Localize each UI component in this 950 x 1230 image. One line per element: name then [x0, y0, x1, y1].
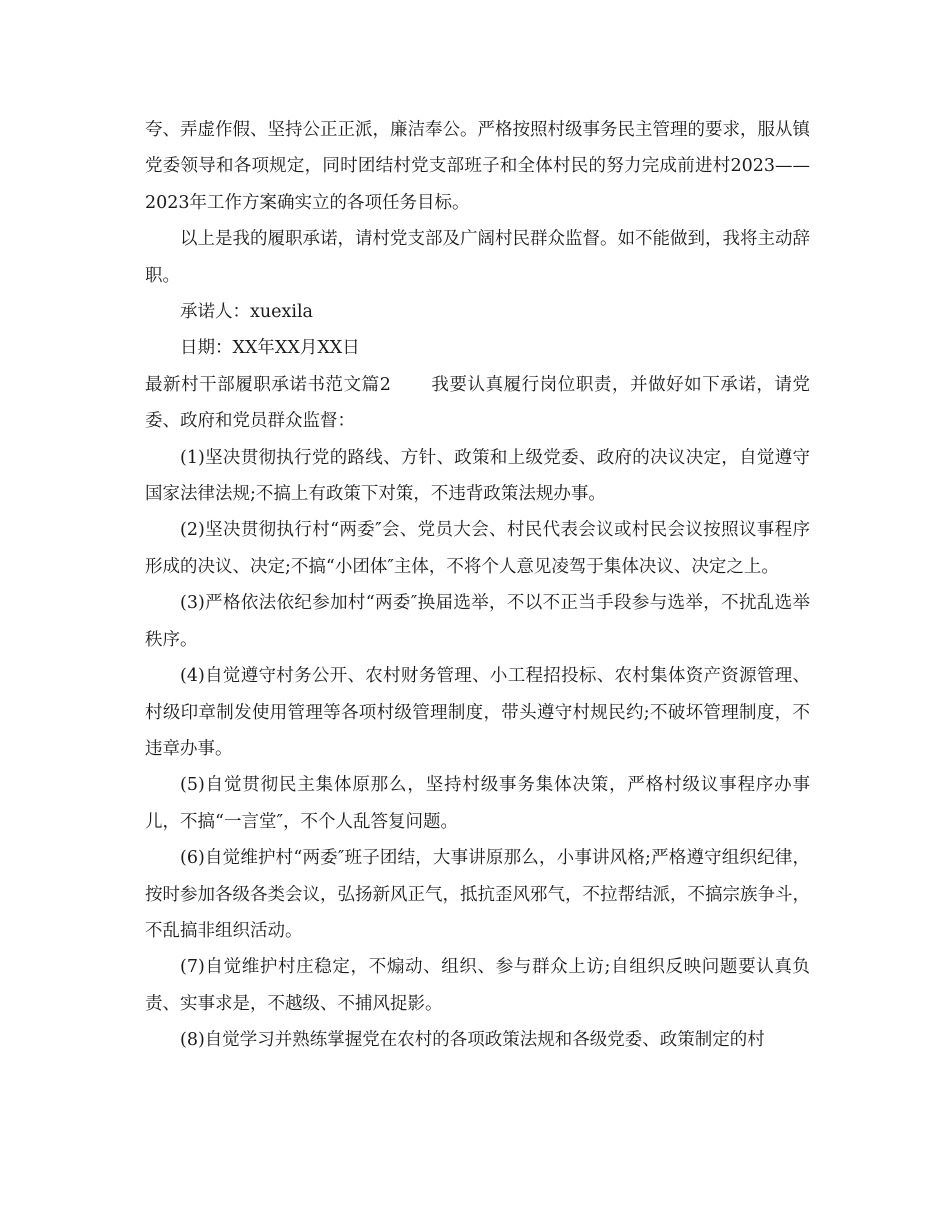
date-line: 日期：XX年XX月XX日 [180, 338, 360, 359]
section-heading-paragraph [145, 367, 810, 440]
pledge-item-2: (2)坚决贯彻执行村“两委″会、党员大会、村民代表会议或村民会议按照议事程序形成的决议、决定;不搞“小团体″主体，不将个人意见凌驾于集体决议、决定之上。 [145, 520, 810, 577]
pledge-item-7: (7)自觉维护村庄稳定，不煽动、组织、参与群众上访;自组织反映问题要认真负责、实事求是，不越级、不捕风捉影。 [145, 957, 810, 1014]
pledge-item-3: (3)严格依法依纪参加村“两委″换届选举，不以不正当手段参与选举，不扰乱选举秩序。 [145, 593, 810, 650]
document-page [145, 112, 810, 1059]
pledge-item-1: (1)坚决贯彻执行党的路线、方针、政策和上级党委、政府的决议决定，自觉遵守国家法律法规;不搞上有政策下对策，不违背政策法规办事。 [145, 447, 810, 505]
signatory-line: 承诺人：xuexila [180, 302, 313, 323]
pledge-item-4: (4)自觉遵守村务公开、农村财务管理、小工程招投标、农村集体资产资源管理、村级印章制发使用管理等各项村级管理制度，带头遵守村规民约;不破坏管理制度，不违章办事。 [145, 666, 810, 759]
pledge-item-6: (6)自觉维护村“两委″班子团结，大事讲原那么，小事讲风格;严格遵守组织纪律，按时参加各级各类会议，弘扬新风正气，抵抗歪风邪气，不拉帮结派，不搞宗族争斗，不乱搞非组织活动。 [145, 848, 810, 941]
pledge-item-8: (8)自觉学习并熟练掌握党在农村的各项政策法规和各级党委、政策制定的村 [180, 1030, 765, 1051]
pledge-item-5: (5)自觉贯彻民主集体原那么，坚持村级事务集体决策，严格村级议事程序办事儿，不搞“一言堂″，不个人乱答复问题。 [145, 775, 810, 832]
section-title: 最新村干部履职承诺书范文篇2 [145, 374, 391, 395]
section-intro: 我要认真履行岗位职责，并做好如下承诺，请党委、政府和党员群众监督： [145, 374, 811, 432]
paragraph-continuation: 夸、弄虚作假、坚持公正正派，廉洁奉公。严格按照村级事务民主管理的要求，服从镇党委领导和各项规定，同时团结村党支部班子和全体村民的努力完成前进村2023——2023年工作方案确实立的各项任务目标。 [145, 120, 810, 213]
paragraph-pledge-summary: 以上是我的履职承诺，请村党支部及广阔村民群众监督。如不能做到，我将主动辞职。 [145, 229, 810, 286]
